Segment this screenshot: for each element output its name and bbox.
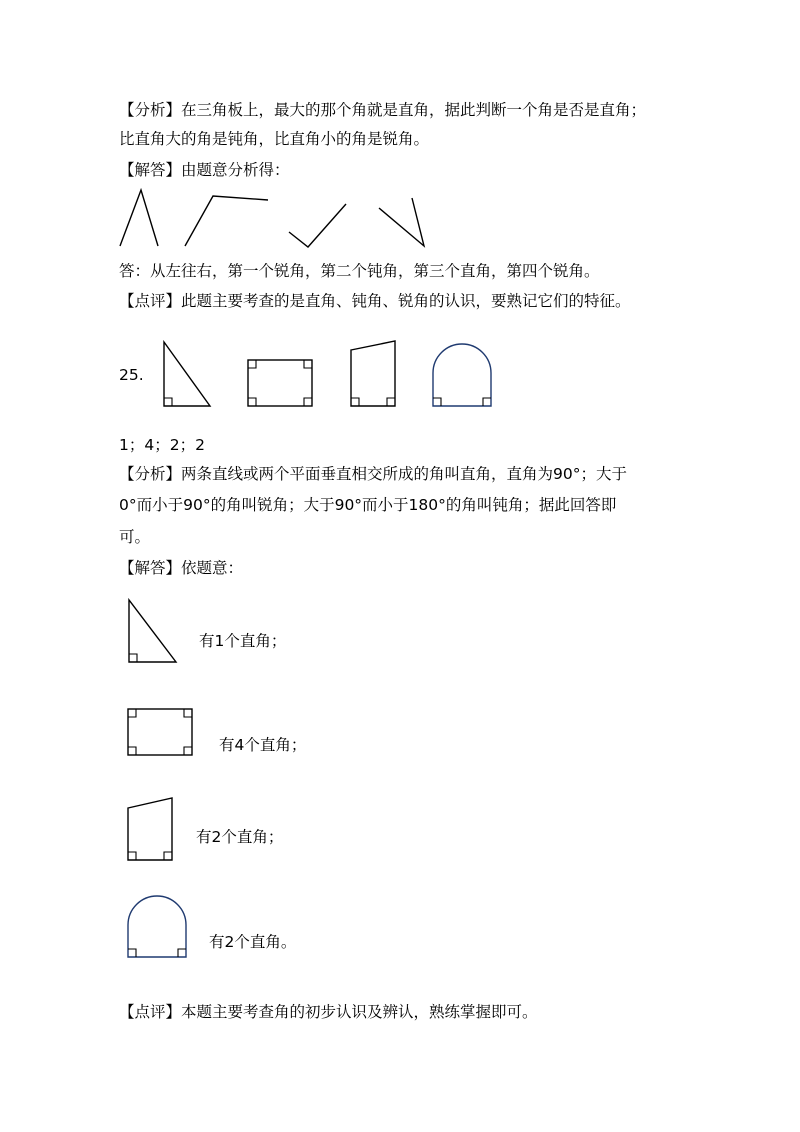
triangle-shape bbox=[164, 342, 210, 406]
item-4-text: 有2个直角。 bbox=[209, 933, 297, 951]
rectangle-shape bbox=[248, 360, 312, 406]
item-2-text: 有4个直角； bbox=[219, 736, 307, 754]
analysis-paragraph-2: 【分析】两条直线或两个平面垂直相交所成的角叫直角，直角为90°；大于 bbox=[119, 465, 627, 483]
arch-shape bbox=[433, 344, 491, 406]
trapezoid-figure bbox=[124, 794, 178, 864]
question-shapes bbox=[155, 335, 500, 413]
acute-angle-1 bbox=[120, 190, 158, 246]
right-angle bbox=[289, 204, 346, 247]
arch-figure bbox=[124, 893, 190, 961]
analysis-paragraph-1-cont: 比直角大的角是钝角，比直角小的角是锐角。 bbox=[119, 130, 430, 148]
rectangle-figure bbox=[124, 705, 196, 757]
analysis-paragraph-1: 【分析】在三角板上，最大的那个角就是直角，据此判断一个角是否是直角； bbox=[119, 101, 647, 119]
comment-2: 【点评】本题主要考查角的初步认识及辨认，熟练掌握即可。 bbox=[119, 1003, 538, 1021]
analysis-paragraph-2-end: 可。 bbox=[119, 528, 151, 546]
comment-1: 【点评】此题主要考查的是直角、钝角、锐角的认识，要熟记它们的特征。 bbox=[119, 292, 631, 310]
acute-angle-2 bbox=[379, 198, 424, 246]
answer-text-1: 答：从左往右，第一个锐角，第二个钝角，第三个直角，第四个锐角。 bbox=[119, 262, 600, 280]
answer-values: 1；4；2；2 bbox=[119, 436, 205, 454]
obtuse-angle bbox=[185, 196, 268, 246]
angle-figures bbox=[115, 188, 440, 252]
analysis-paragraph-2-cont: 0°而小于90°的角叫锐角；大于90°而小于180°的角叫钝角；据此回答即 bbox=[119, 496, 617, 514]
trapezoid-shape bbox=[351, 341, 395, 406]
answer-intro-1: 【解答】由题意分析得： bbox=[119, 161, 290, 179]
answer-intro-2: 【解答】依题意： bbox=[119, 559, 244, 577]
item-1-text: 有1个直角； bbox=[199, 632, 287, 650]
question-number: 25. bbox=[119, 366, 144, 384]
item-3-text: 有2个直角； bbox=[196, 828, 284, 846]
triangle-figure bbox=[125, 596, 183, 666]
